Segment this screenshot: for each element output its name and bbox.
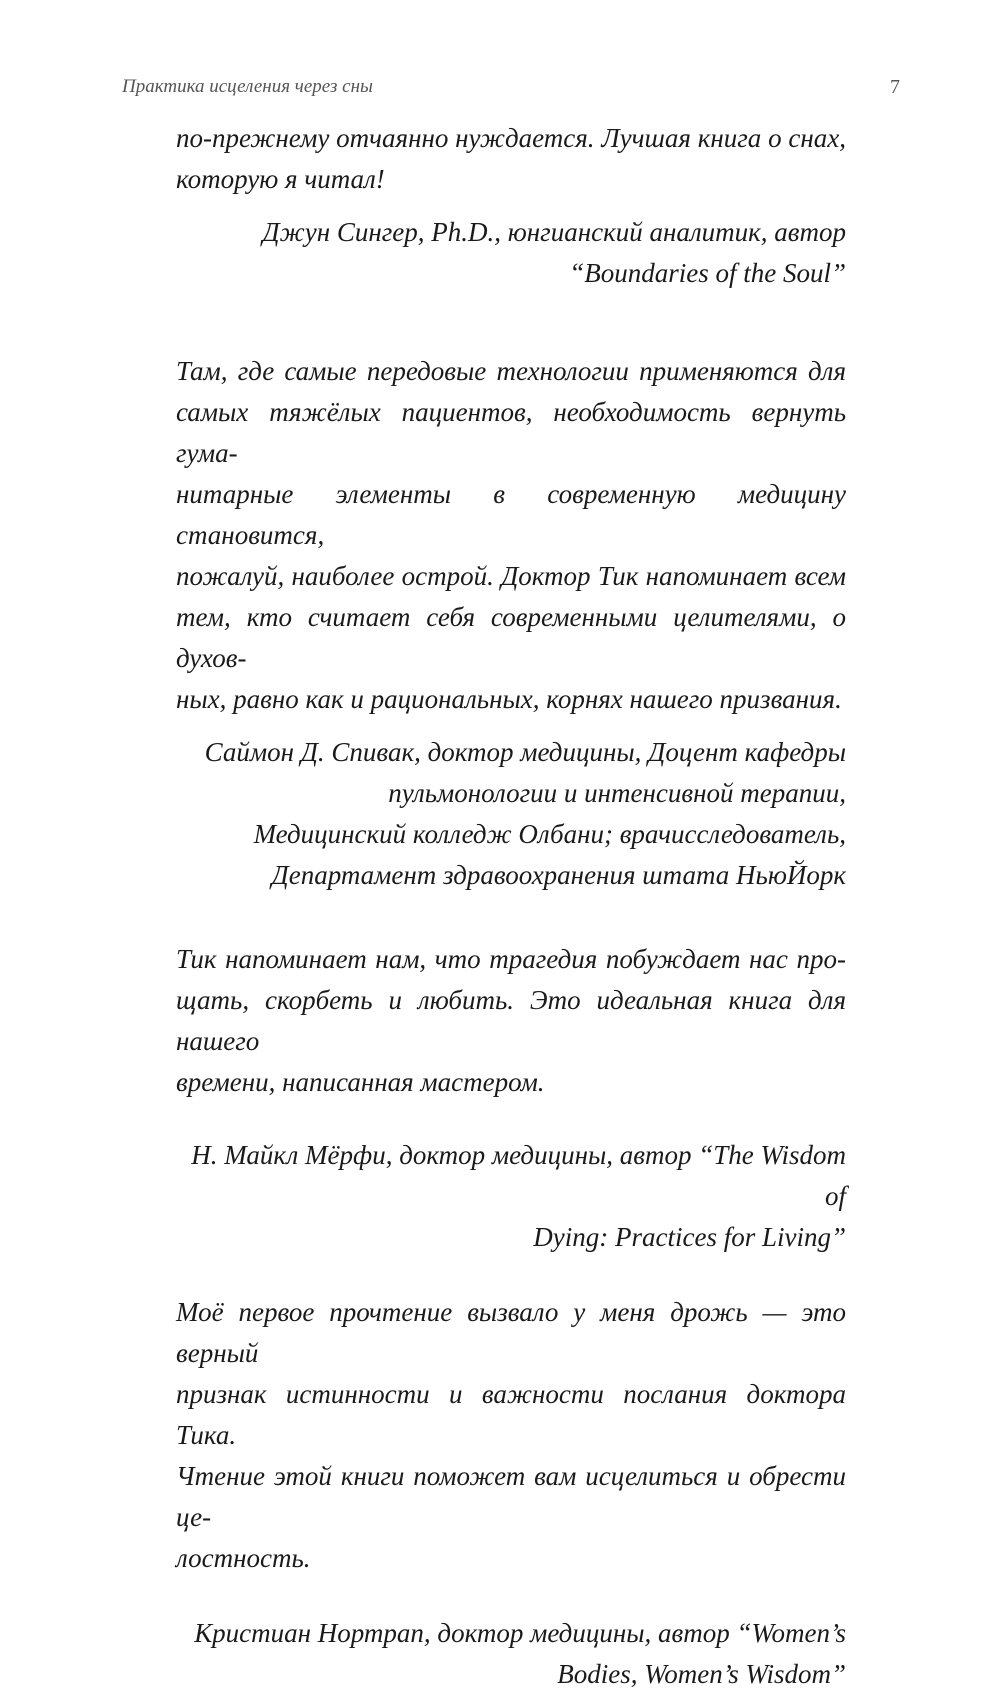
attribution-line: Н. Майкл Мёрфи, доктор медицины, автор “The Wisdom of [191,1140,846,1211]
page-number: 7 [890,76,900,98]
quote-line: времени, написанная мастером. [176,1067,545,1097]
quote-line: нитарные элементы в современную медицину становится, [176,479,846,550]
quote-attribution [176,1135,846,1258]
attribution-line: Кристиан Нортрап, доктор медицины, автор “Women’s [194,1618,846,1648]
quote-line: Там, где самые передовые технологии применяются для [176,356,846,386]
attribution-line: Dying: Practices for Living” [533,1222,846,1252]
page-content [176,118,846,1695]
quote-line: Моё первое прочтение вызвало у меня дрожь — это верный [176,1297,846,1368]
attribution-line: пульмонологии и интенсивной терапии, [388,778,846,808]
quote-attribution [176,732,846,896]
attribution-line: Саймон Д. Спивак, доктор медицины, Доцент кафедры [204,737,846,767]
quote-line: тем, кто считает себя современными целителями, о духов- [176,602,846,673]
quote-line: которую я читал! [176,164,385,194]
quote-line: Тик напоминает нам, что трагедия побуждает нас про- [176,944,846,974]
quote-line: самых тяжёлых пациентов, необходимость вернуть гума- [176,397,846,468]
running-header-title: Практика исцеления через сны [122,76,373,97]
attribution-line: Департамент здравоохранения штата НьюЙорк [271,860,846,890]
quote-text [176,118,846,200]
quote-line: пожалуй, наиболее острой. Доктор Тик напоминает всем [176,561,846,591]
quote-text [176,351,846,720]
quote-attribution [176,1613,846,1695]
quote-line: по-прежнему отчаянно нуждается. Лучшая книга о снах, [176,123,846,153]
quote-line: ных, равно как и рациональных, корнях нашего призвания. [176,684,842,714]
attribution-line: Bodies, Women’s Wisdom” [557,1659,846,1689]
quote-line: щать, скорбеть и любить. Это идеальная книга для нашего [176,985,846,1056]
attribution-line: Джун Сингер, Ph.D., юнгианский аналитик, автор [262,217,846,247]
quote-line: лостность. [176,1543,311,1573]
quote-line: признак истинности и важности послания доктора Тика. [176,1379,846,1450]
quote-attribution [176,212,846,294]
quote-text [176,939,846,1103]
quote-line: Чтение этой книги поможет вам исцелиться и обрести це- [176,1461,846,1532]
attribution-line: “Boundaries of the Soul” [569,258,846,288]
quote-text [176,1292,846,1579]
attribution-line: Медицинский колледж Олбани; врачисследователь, [253,819,846,849]
